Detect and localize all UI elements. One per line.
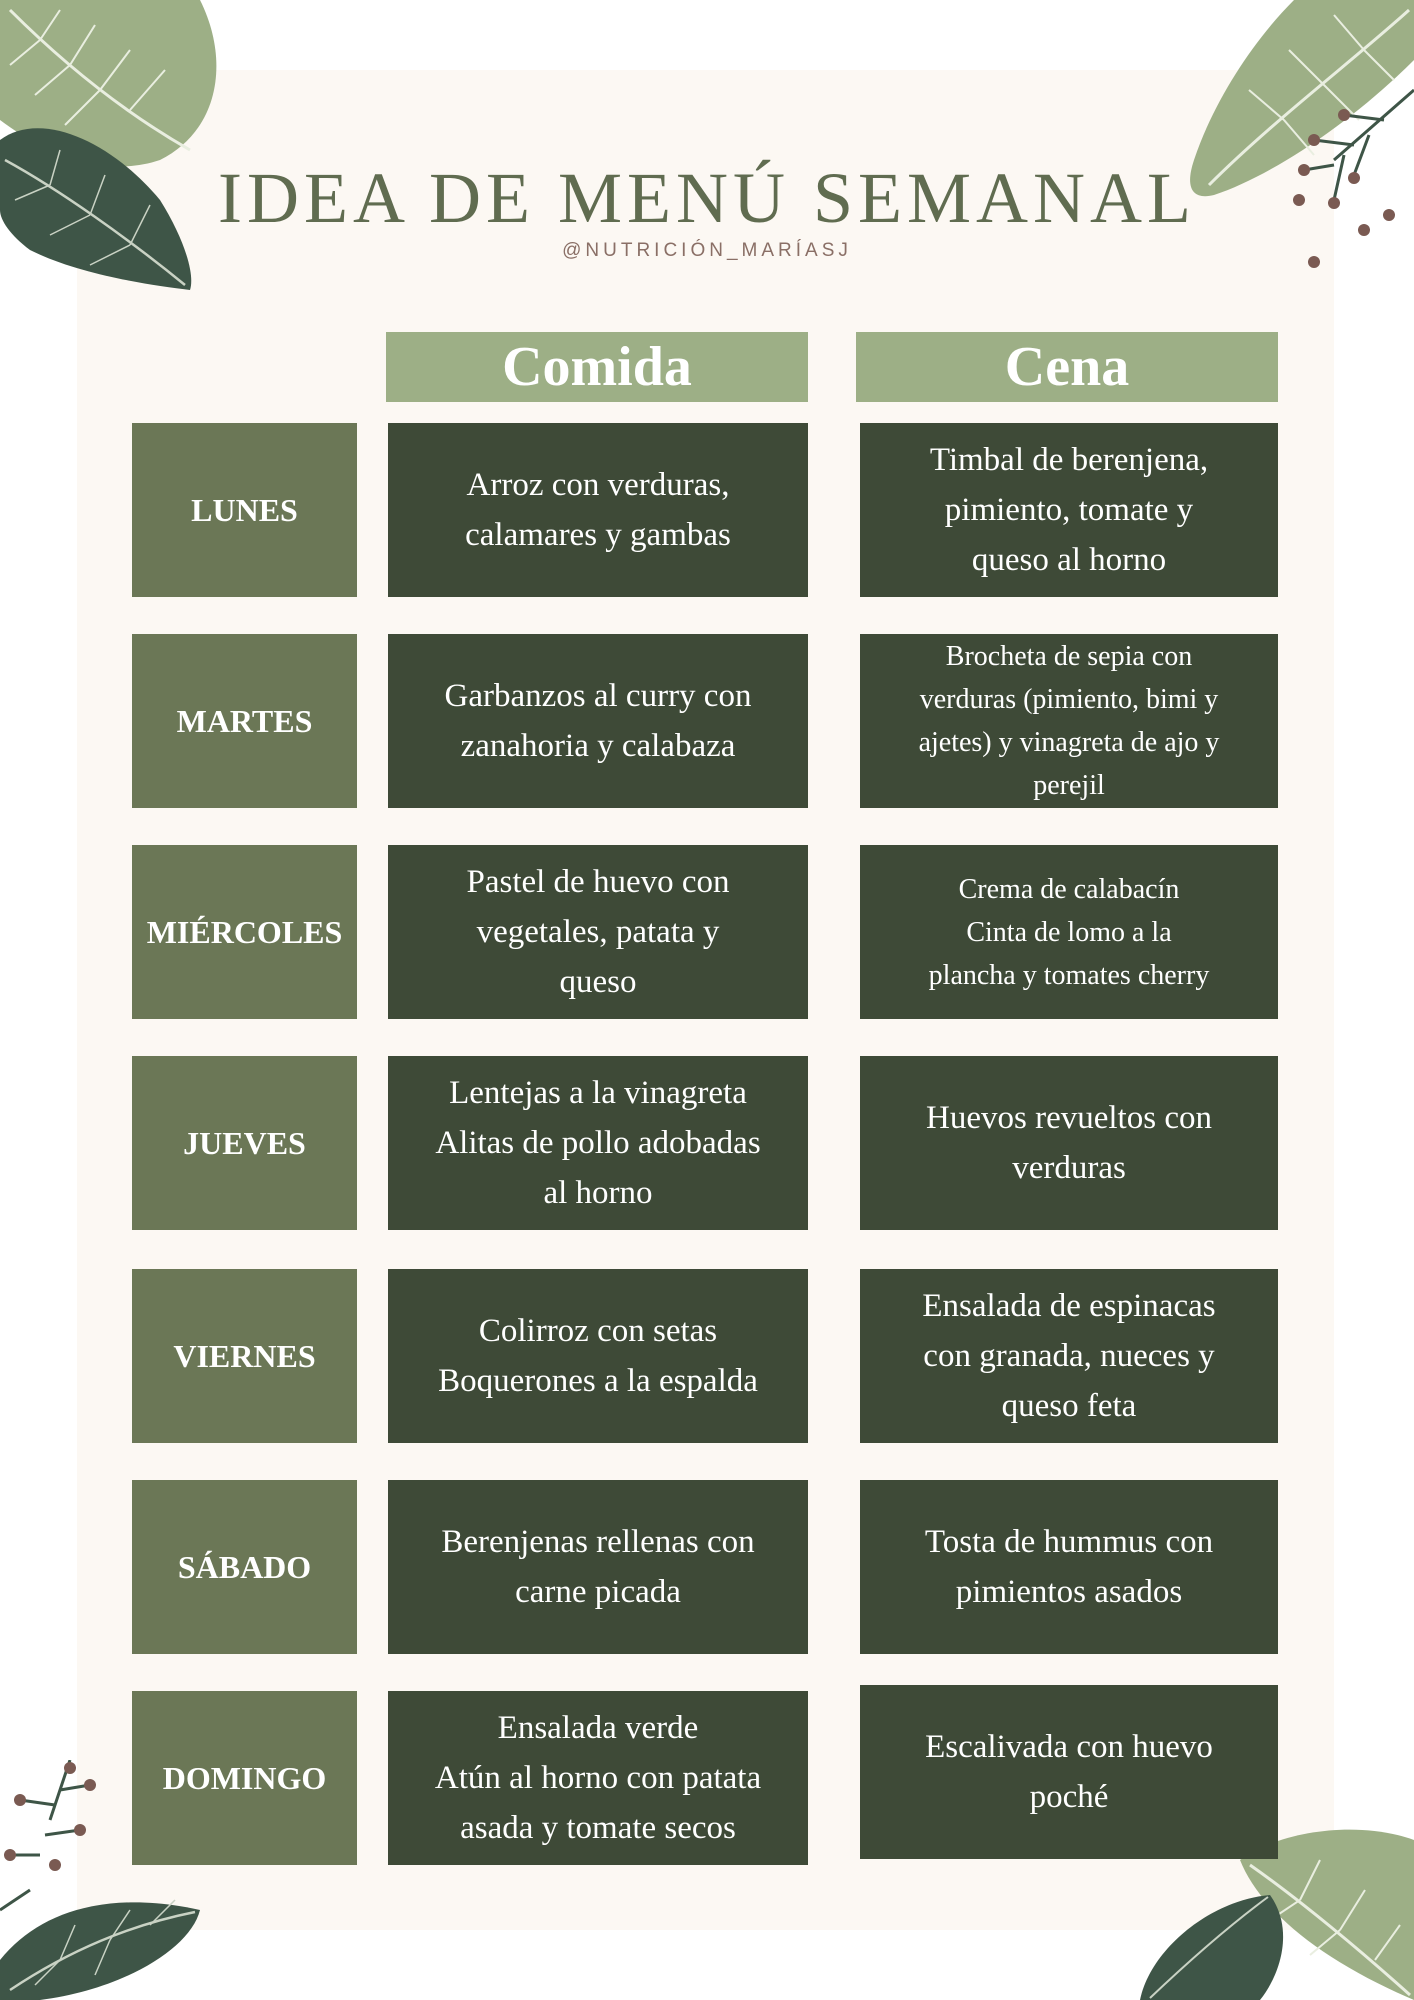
meal-comida: Berenjenas rellenas con carne picada: [388, 1480, 808, 1654]
author-handle: @NUTRICIÓN_MARÍASJ: [562, 240, 852, 261]
day-label: JUEVES: [132, 1056, 357, 1230]
meal-cena: Brocheta de sepia con verduras (pimiento, bimi y ajetes) y vinagreta de ajo y perejil: [860, 634, 1278, 808]
meal-cena: Huevos revueltos con verduras: [860, 1056, 1278, 1230]
meal-comida: Pastel de huevo con vegetales, patata y queso: [388, 845, 808, 1019]
meal-cena: Timbal de berenjena, pimiento, tomate y queso al horno: [860, 423, 1278, 597]
meal-cena: Crema de calabacín Cinta de lomo a la plancha y tomates cherry: [860, 845, 1278, 1019]
meal-comida: Colirroz con setas Boquerones a la espalda: [388, 1269, 808, 1443]
day-label: VIERNES: [132, 1269, 357, 1443]
page-title: IDEA DE MENÚ SEMANAL: [218, 158, 1196, 238]
meal-cena: Tosta de hummus con pimientos asados: [860, 1480, 1278, 1654]
day-label: SÁBADO: [132, 1480, 357, 1654]
meal-comida: Garbanzos al curry con zanahoria y calabaza: [388, 634, 808, 808]
meal-cena: Escalivada con huevo poché: [860, 1685, 1278, 1859]
column-header-cena: Cena: [856, 332, 1278, 402]
meal-comida: Lentejas a la vinagreta Alitas de pollo adobadas al horno: [388, 1056, 808, 1230]
day-label: DOMINGO: [132, 1691, 357, 1865]
meal-comida: Ensalada verde Atún al horno con patata asada y tomate secos: [388, 1691, 808, 1865]
day-label: LUNES: [132, 423, 357, 597]
meal-cena: Ensalada de espinacas con granada, nueces y queso feta: [860, 1269, 1278, 1443]
column-header-comida: Comida: [386, 332, 808, 402]
meal-comida: Arroz con verduras, calamares y gambas: [388, 423, 808, 597]
day-label: MARTES: [132, 634, 357, 808]
day-label: MIÉRCOLES: [132, 845, 357, 1019]
